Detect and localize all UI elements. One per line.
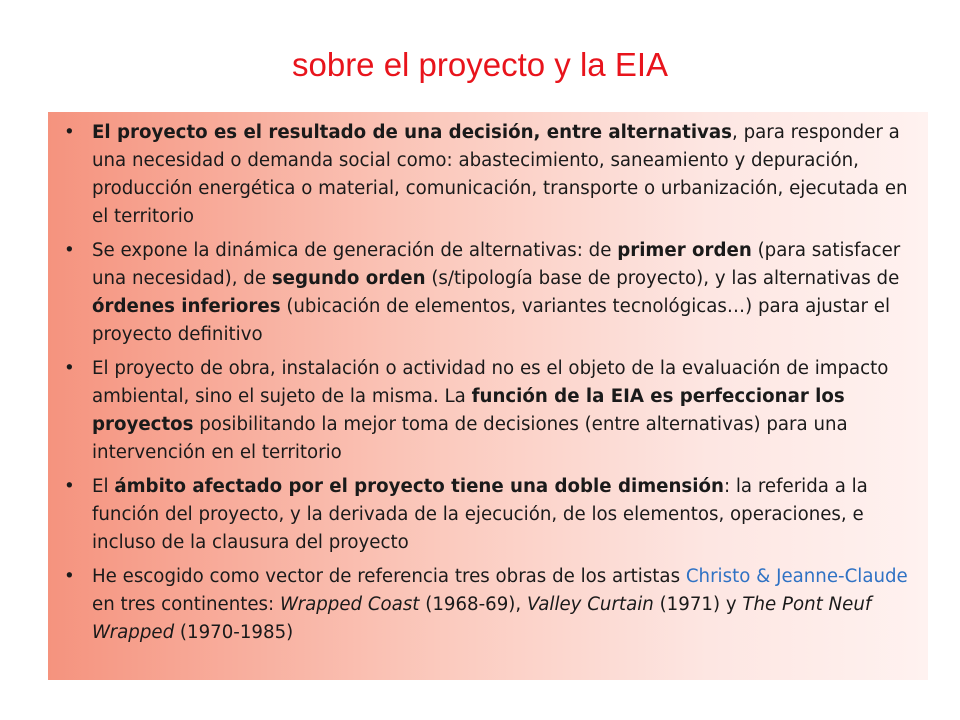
bullet-item-2 [64,237,920,349]
bullet-5-text-1: He escogido como vector de referencia tres obras de los artistas [92,566,686,587]
bullet-3-text-1: El proyecto de obra, instalación o actividad no es el objeto de la evaluación de impacto ambiental, sino el sujeto de la misma. La [92,358,889,407]
bullet-3-text-2: posibilitando la mejor toma de decisiones (entre alternativas) para una intervención en el territorio [92,414,848,463]
bullet-item-1 [64,119,920,231]
bullet-5-text-5: (1970-1985) [174,622,294,643]
bullet-item-5 [64,563,920,647]
bullet-item-4 [64,473,920,557]
bullet-1-bold: El proyecto es el resultado de una decisión, entre alternativas [92,122,733,143]
bullet-list [64,119,920,647]
bullet-dot-icon: • [64,240,75,261]
artists-link[interactable]: Christo & Jeanne-Claude [685,566,908,587]
bullet-item-3 [64,355,920,467]
bullet-dot-icon: • [64,476,75,497]
bullet-dot-icon: • [64,358,75,379]
bullet-2-bold-1: primer orden [617,240,752,261]
bullet-dot-icon: • [64,566,75,587]
work-title-valley-curtain: Valley Curtain [526,594,654,615]
bullet-1-text: , para responder a una necesidad o demanda social como: abastecimiento, saneamiento y depuración, producción energética o material, comunicación, transporte o urbanización, ejecutada en el territorio [92,122,908,227]
bullet-2-bold-3: órdenes inferiores [92,296,281,317]
content-box [48,112,928,680]
work-title-wrapped-coast: Wrapped Coast [279,594,420,615]
work-title-pont-neuf: The Pont Neuf Wrapped [92,594,872,643]
bullet-5-text-3: (1968-69), [419,594,527,615]
bullet-4-bold-1: ámbito afectado por el proyecto tiene una doble dimensión [114,476,724,497]
bullet-2-text-3: (s/tipología base de proyecto), y las alternativas de [425,268,900,289]
bullet-5-text-2: en tres continentes: [92,594,280,615]
bullet-2-text-4: (ubicación de elementos, variantes tecnológicas…) para ajustar el proyecto definitivo [92,296,891,345]
slide-title: sobre el proyecto y la EIA [291,46,669,83]
bullet-5-text-4: (1971) y [653,594,743,615]
bullet-2-text-1: Se expone la dinámica de generación de alternativas: de [92,240,618,261]
bullet-3-bold-1: función de la EIA es perfeccionar los proyectos [92,386,845,435]
bullet-4-text-2: : la referida a la función del proyecto, y la derivada de la ejecución, de los elementos, operaciones, e incluso de la clausura del proyecto [92,476,868,553]
bullet-2-text-2: (para satisfacer una necesidad), de [92,240,901,289]
bullet-2-bold-2: segundo orden [271,268,426,289]
bullet-dot-icon: • [64,122,75,143]
bullet-4-text-1: El [92,476,115,497]
